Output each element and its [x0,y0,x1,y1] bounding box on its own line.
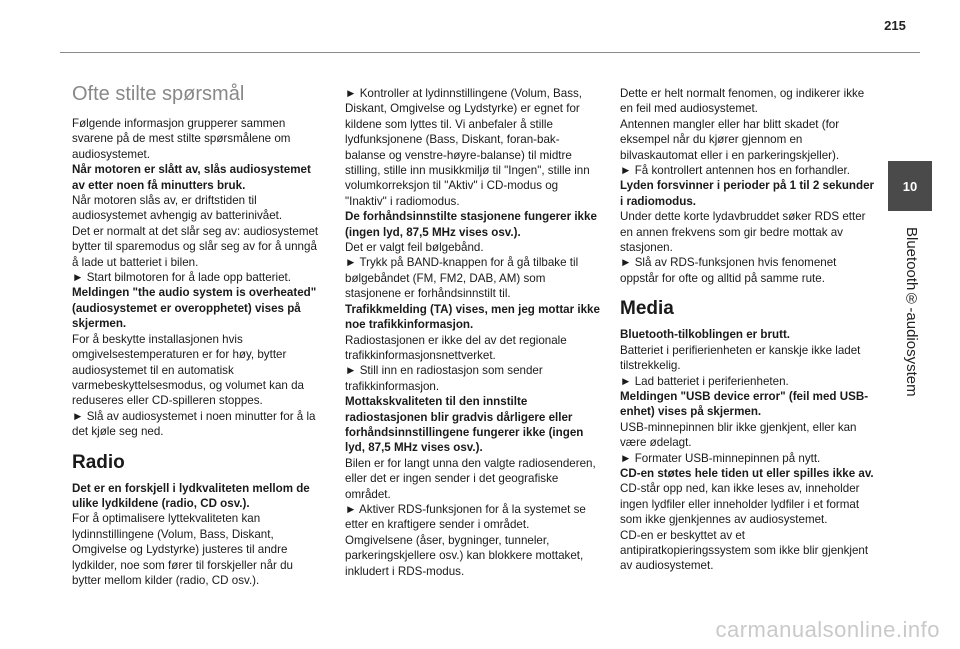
answer: Dette er helt normalt fenomen, og indikerer ikke en feil med audiosystemet. [620,87,865,116]
text-column-3 [620,86,875,574]
answer: Batteriet i perifierienheten er kanskje ikke ladet tilstrekkelig. [620,343,861,373]
answer: Omgivelsene (åser, bygninger, tunneler, parkeringskjellere osv.) kan blokkere mottaket, inkludert i RDS-modus. [345,533,584,578]
answer: For å optimalisere lyttekvaliteten kan lydinnstillingene (Volum, Bass, Diskant, Omgivelse og Lydstyrke) justeres til andre lydkilder, noe som fører til forskjeller når du bytter mellom kilder (radio, CD osv.). [72,512,294,587]
action-step: ► Lad batteriet i periferienheten. [620,374,789,388]
chapter-tab[interactable]: 10 [888,161,932,211]
action-step: ► Aktiver RDS-funksjonen for å la systemet se etter en kraftigere sender i området. [345,502,586,532]
question: Når motoren er slått av, slås audiosystemet av etter noen få minutters bruk. [72,163,311,192]
section-heading-media: Media [620,298,674,320]
answer: Bilen er for langt unna den valgte radiosenderen, eller det er ingen sender i det geografiske området. [345,456,596,501]
answer: Antennen mangler eller har blitt skadet (for eksempel når du kjører gjennom en bilvaskautomat eller i en parkeringskjeller). [620,117,840,162]
action-step: ► Slå av audiosystemet i noen minutter for å la det kjøle seg ned. [72,409,316,439]
question: Mottakskvaliteten til den innstilte radiostasjonen blir gradvis dårligere eller forhåndsinnstillingene fungerer ikke (ingen lyd, 87,5 MHz vises osv.). [345,395,584,455]
intro-paragraph: Følgende informasjon grupperer sammen svarene på de mest stilte spørsmålene om audiosystemet. [72,117,291,161]
action-step: ► Formater USB-minnepinnen på nytt. [620,451,821,465]
action-step: ► Trykk på BAND-knappen for å gå tilbake til bølgebåndet (FM, FM2, DAB, AM) som stasjonene er forhåndsinnstilt til. [345,256,579,301]
section-heading-radio: Radio [72,451,125,473]
action-step: ► Still inn en radiostasjon som sender trafikkinformasjon. [345,364,543,393]
action-step: ► Få kontrollert antennen hos en forhandler. [620,164,850,178]
answer: CD-står opp ned, kan ikke leses av, inneholder ingen lydfiler eller inneholder lydfiler i et format som ikke gjenkjennes av audiosystemet. [620,482,860,527]
chapter-title: Bluetooth®-audiosystem [903,227,920,397]
action-step: ► Kontroller at lydinnstillingene (Volum, Bass, Diskant, Omgivelse og Lydstyrke) er egnet for kildene som lyttes til. Vi anbefaler å stille lydfunksjonene (Bass, Diskant, foran-bak-balanse og venstre-høyre-balanse) til midtre stilling, stille inn musikkmiljø til "Ingen", stille inn volumkorreksjon til "Aktiv" i CD-modus og "Inaktiv" i radiomodus. [345,87,590,208]
answer: Under dette korte lydavbruddet søker RDS etter en annen frekvens som gir bedre mottak av stasjonen. [620,210,866,255]
question: Meldingen "the audio system is overheated" (audiosystemet er overopphetet) vises på skjermen. [72,286,317,331]
page-number: 215 [884,18,906,33]
answer: Radiostasjonen er ikke del av det regionale trafikkinformasjonsnettverket. [345,333,567,362]
watermark: carmanualsonline.info [715,617,940,642]
answer: Det er normalt at det slår seg av: audiosystemet bytter til sparemodus og slår seg av for å unngå å lade ut batteriet i bilen. [72,224,319,269]
question: Lyden forsvinner i perioder på 1 til 2 sekunder i radiomodus. [620,179,875,208]
question: Trafikkmelding (TA) vises, men jeg mottar ikke noe trafikkinformasjon. [345,302,600,332]
answer: For å beskytte installasjonen hvis omgivelsestemperaturen er for høy, bytter audiosystemet til en automatisk varmebeskyttelsesmodus, og volumet kan da reduseres eller CD-spilleren stoppes. [72,332,304,408]
action-step: ► Slå av RDS-funksjonen hvis fenomenet oppstår for ofte og alltid på samme rute. [620,256,837,285]
action-step: ► Start bilmotoren for å lade opp batteriet. [72,271,291,285]
text-column-2 [345,86,600,579]
question: Det er en forskjell i lydkvaliteten mellom de ulike lydkildene (radio, CD osv.). [72,481,310,510]
question: Bluetooth-tilkoblingen er brutt. [620,328,791,342]
text-column-1 [72,82,324,588]
header-divider [60,52,920,53]
question: CD-en støtes hele tiden ut eller spilles ikke av. [620,466,874,480]
answer: Det er valgt feil bølgebånd. [345,241,484,255]
answer: Når motoren slås av, er driftstiden til audiosystemet avhengig av batterinivået. [72,194,283,223]
answer: CD-en er beskyttet av et antipiratkopieringssystem som ikke blir gjenkjent av audiosystemet. [620,528,869,573]
section-title-faq: Ofte stilte spørsmål [72,83,245,105]
answer: USB-minnepinnen blir ikke gjenkjent, eller kan være ødelagt. [620,420,857,450]
question: De forhåndsinnstilte stasjonene fungerer ikke (ingen lyd, 87,5 MHz vises osv.). [345,210,597,239]
question: Meldingen "USB device error" (feil med USB-enhet) vises på skjermen. [620,389,869,419]
